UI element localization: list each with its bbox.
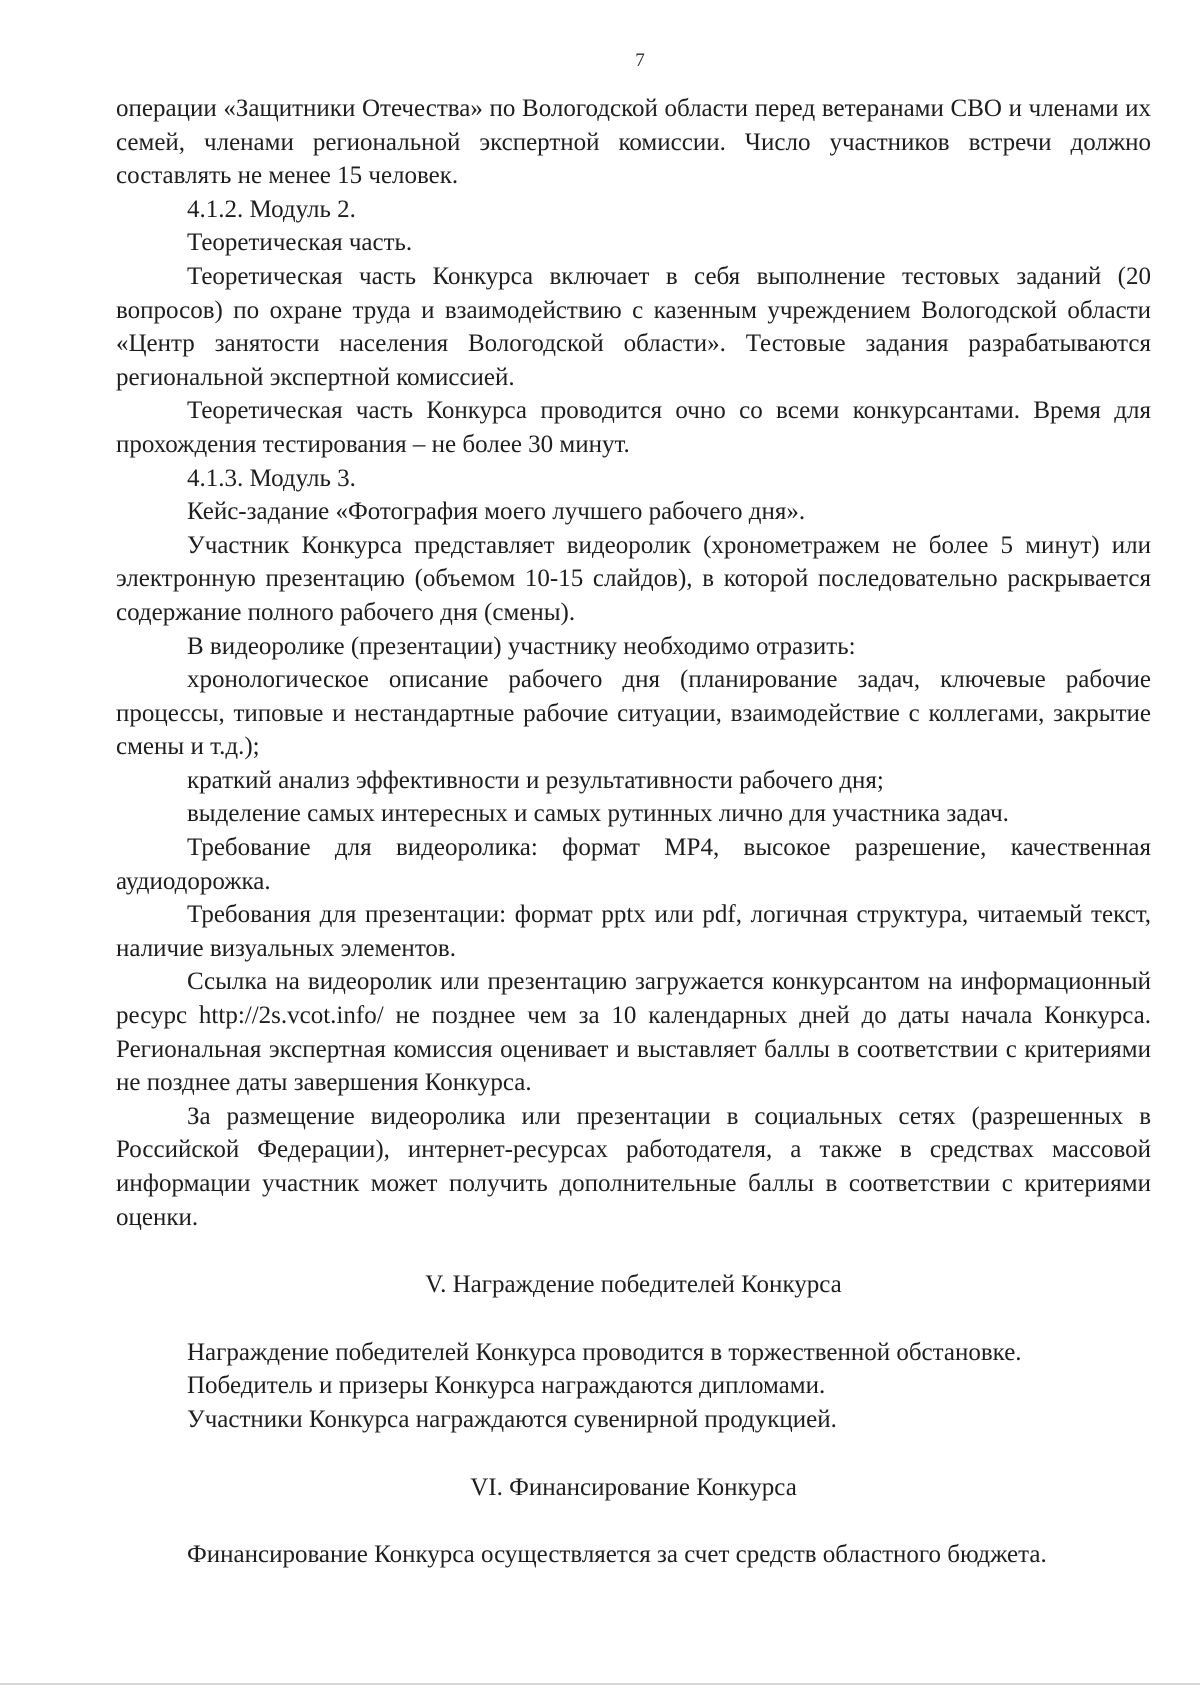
paragraph-extra-points: За размещение видеоролика или презентации в социальных сетях (разрешенных в Российской Федерации), интернет-ресурсах работодателя, а также в средствах массовой информации участник может получить дополнительные баллы в соответствии с критериями оценки. xyxy=(116,1102,1151,1231)
section-6-paragraph: Финансирование Конкурса осуществляется за счет средств областного бюджета. xyxy=(187,1541,1047,1569)
section-5-paragraph: Победитель и призеры Конкурса награждаются дипломами. xyxy=(187,1372,826,1400)
section-5-paragraph: Награждение победителей Конкурса проводится в торжественной обстановке. xyxy=(187,1338,1022,1366)
section-5-paragraph: Участники Конкурса награждаются сувенирной продукцией. xyxy=(187,1405,837,1433)
section-6-heading: VI. Финансирование Конкурса xyxy=(470,1473,797,1501)
case-task-title: Кейс-задание «Фотография моего лучшего рабочего дня». xyxy=(187,498,806,526)
paragraph-video-requirements: Требование для видеоролика: формат MP4, высокое разрешение, качественная аудиодорожка. xyxy=(116,834,1151,895)
paragraph-upload-link: Ссылка на видеоролик или презентацию загружается конкурсантом на информационный ресурс http://2s.vcot.info/ не позднее чем за 10 календарных дней до даты начала Конкурса. Региональная экспертная комиссия оценивает и выставляет баллы в соответствии с критериями не позднее даты завершения Конкурса. xyxy=(116,968,1151,1097)
list-item-analysis: краткий анализ эффективности и результативности рабочего дня; xyxy=(187,766,884,794)
module-2-title: 4.1.2. Модуль 2. xyxy=(187,195,356,223)
paragraph-theory-format: Теоретическая часть Конкурса проводится очно со всеми конкурсантами. Время для прохождения тестирования – не более 30 минут. xyxy=(116,397,1151,458)
scan-bottom-edge xyxy=(0,1683,1200,1685)
paragraph-case-description: Участник Конкурса представляет видеоролик (хронометражем не более 5 минут) или электронную презентацию (объемом 10-15 слайдов), в которой последовательно раскрывается содержание полного рабочего дня (смены). xyxy=(116,531,1151,626)
module-3-title: 4.1.3. Модуль 3. xyxy=(187,464,356,492)
list-item-tasks: выделение самых интересных и самых рутинных лично для участника задач. xyxy=(187,800,1009,828)
paragraph-theory-content: Теоретическая часть Конкурса включает в себя выполнение тестовых заданий (20 вопросов) по охране труда и взаимодействию с казенным учреждением Вологодской области «Центр занятости населения Вологодской области». Тестовые задания разрабатываются региональной экспертной комиссией. xyxy=(116,262,1151,391)
paragraph-presentation-requirements: Требования для презентации: формат pptx или pdf, логичная структура, читаемый текст, наличие визуальных элементов. xyxy=(116,901,1151,962)
document-body xyxy=(116,92,1151,1572)
list-item-chronology: хронологическое описание рабочего дня (планирование задач, ключевые рабочие процессы, типовые и нестандартные рабочие ситуации, взаимодействие с коллегами, закрытие смены и т.д.); xyxy=(116,666,1151,761)
section-5-heading: V. Награждение победителей Конкурса xyxy=(425,1271,842,1299)
paragraph-continuation: операции «Защитники Отечества» по Вологодской области перед ветеранами СВО и членами их семей, членами региональной экспертной комиссии. Число участников встречи должно составлять не менее 15 человек. xyxy=(116,95,1151,190)
page-number: 7 xyxy=(635,50,645,71)
theory-part-title: Теоретическая часть. xyxy=(187,229,413,257)
paragraph-case-requirements-intro: В видеоролике (презентации) участнику необходимо отразить: xyxy=(187,632,856,660)
